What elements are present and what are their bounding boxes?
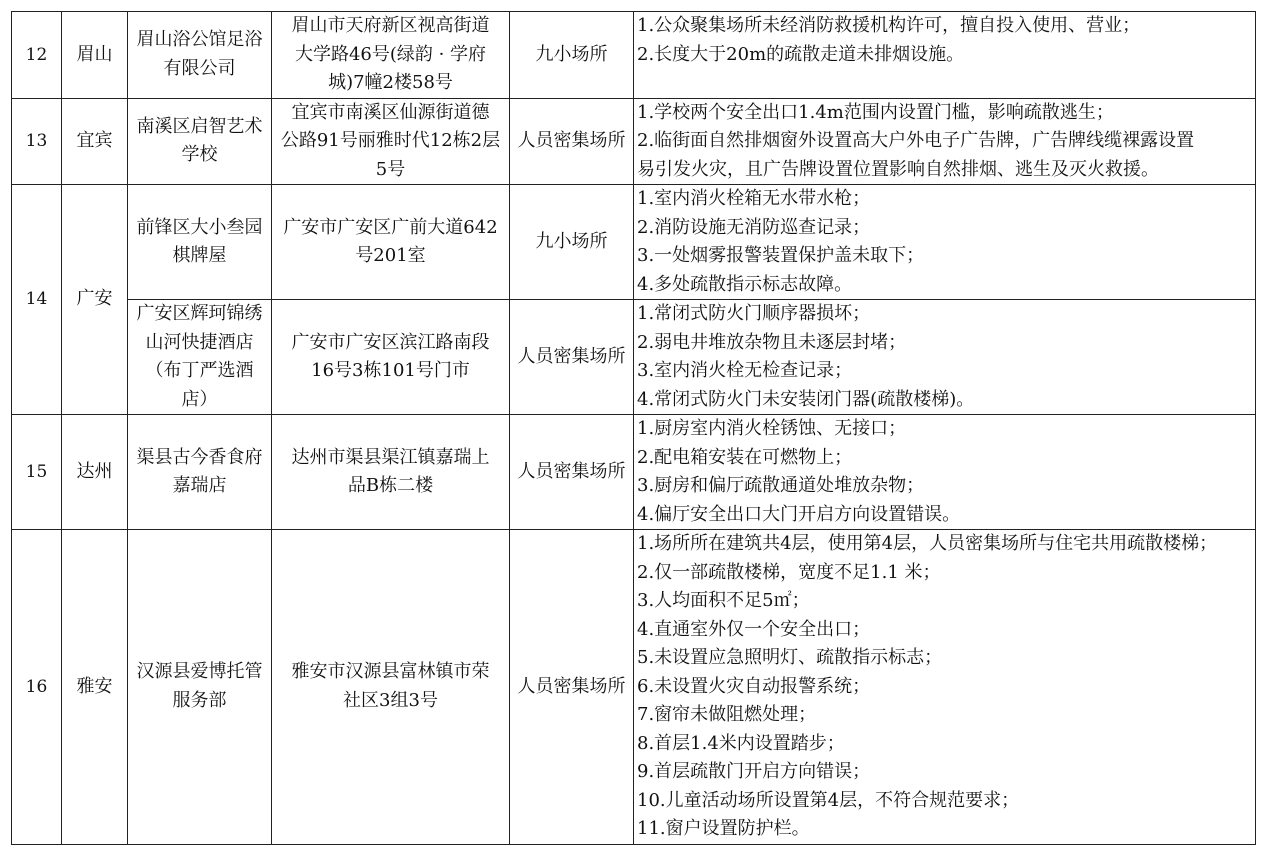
venue-name-line: 广安区辉珂锦绣 (136, 303, 263, 324)
issue-list (634, 185, 1256, 300)
table-row (12, 415, 1256, 530)
row-number-cell (12, 530, 62, 845)
issue-list-line: 4.多处疏散指示标志故障。 (637, 273, 853, 295)
issue-list-line: 3.室内消火栓无检查记录； (637, 360, 853, 381)
issue-list-line: 2.长度大于20m的疏散走道未排烟设施。 (637, 43, 965, 65)
city-cell (62, 415, 128, 530)
issue-list-line: 3.厨房和偏厅疏散通道处堆放杂物； (637, 475, 925, 496)
city-name: 达州 (76, 460, 113, 482)
table-row (12, 300, 1256, 415)
issue-list-line: 2.消防设施无消防巡查记录； (637, 216, 871, 238)
issue-list (634, 12, 1256, 99)
row-number-cell (12, 185, 62, 415)
venue-address-line: 广安市广安区滨江路南段 (291, 331, 490, 353)
venue-address-line: 雅安市汉源县富林镇市荣 (291, 661, 490, 683)
venue-type: 人员密集场所 (517, 460, 626, 482)
city-cell (62, 98, 128, 185)
venue-address-line: 社区3组3号 (343, 689, 438, 711)
venue-name-line: 南溪区启智艺术 (136, 115, 263, 137)
issue-list-line: 9.首层疏散门开启方向错误； (637, 761, 871, 782)
venue-address-line: 城)7幢2楼58号 (328, 72, 453, 93)
venue-name-line: 眉山浴公馆足浴 (136, 29, 263, 51)
venue-type: 九小场所 (535, 43, 608, 65)
city-name: 雅安 (76, 675, 113, 697)
issue-list-line: 8.首层1.4米内设置踏步； (637, 732, 845, 754)
row-number: 14 (25, 289, 48, 310)
row-number: 12 (25, 44, 48, 65)
row-number-cell (12, 415, 62, 530)
venue-address (272, 185, 510, 300)
venue-type-cell (510, 530, 634, 845)
row-number: 16 (25, 676, 48, 697)
venue-name (128, 415, 272, 530)
city-name: 广安 (76, 288, 113, 310)
venue-type-cell (510, 12, 634, 99)
issue-list-line: 7.窗帘未做阻燃处理； (637, 704, 817, 725)
issue-list-line: 2.临街面自然排烟窗外设置高大户外电子广告牌，广告牌线缆裸露设置 (637, 130, 1195, 151)
issue-list-line: 1.常闭式防火门顺序器损坏； (637, 303, 871, 324)
issue-list (634, 98, 1256, 185)
venue-address-line: 号201室 (355, 245, 426, 266)
table-row (12, 185, 1256, 300)
venue-name-line: 服务部 (172, 689, 227, 711)
city-cell (62, 185, 128, 415)
venue-type: 人员密集场所 (517, 675, 626, 697)
issue-list-line: 1.厨房室内消火栓锈蚀、无接口； (637, 418, 907, 439)
venue-name-line: （布丁严选酒 (145, 360, 254, 381)
venue-name-line: 嘉瑞店 (172, 475, 227, 496)
row-number: 15 (25, 461, 48, 482)
issue-list-line: 5.未设置应急照明灯、疏散指示标志； (637, 647, 943, 668)
venue-name-line: 棋牌屋 (172, 245, 227, 266)
venue-address-line: 宜宾市南溪区仙源街道德 (291, 101, 490, 123)
venue-address (272, 12, 510, 99)
issue-list-line: 1.学校两个安全出口1.4m范围内设置门槛，影响疏散逃生； (637, 101, 1114, 123)
venue-name-line: 汉源县爱博托管 (136, 661, 263, 683)
venue-address-line: 大学路46号(绿韵 · 学府 (294, 43, 487, 65)
venue-address-line: 品B栋二楼 (347, 475, 434, 496)
issue-list-line: 1.室内消火栓箱无水带水枪； (637, 188, 871, 209)
venue-name (128, 300, 272, 415)
venue-address-line: 16号3栋101号门市 (311, 360, 470, 381)
issue-list-line: 4.直通室外仅一个安全出口； (637, 618, 871, 640)
row-number-cell (12, 12, 62, 99)
issue-list-line: 3.一处烟雾报警装置保护盖未取下； (637, 245, 925, 266)
row-number: 13 (25, 131, 48, 151)
venue-name (128, 530, 272, 845)
city-name: 眉山 (76, 43, 113, 65)
issue-list-line: 3.人均面积不足5㎡； (637, 590, 810, 611)
issue-list (634, 415, 1256, 530)
issue-list-line: 2.配电箱安装在可燃物上； (637, 446, 853, 468)
issue-list-line: 4.常闭式防火门未安装闭门器(疏散楼梯)。 (637, 388, 975, 410)
issue-list-line: 1.公众聚集场所未经消防救援机构许可，擅自投入使用、营业； (637, 15, 1141, 36)
venue-address-line: 达州市渠县渠江镇嘉瑞上 (291, 446, 490, 468)
issue-list-line: 1.场所所在建筑共4层，使用第4层，人员密集场所与住宅共用疏散楼梯； (637, 533, 1218, 554)
city-cell (62, 530, 128, 845)
issue-list-line: 2.仅一部疏散楼梯，宽度不足1.1 米； (637, 561, 941, 583)
table-row (12, 530, 1256, 845)
venue-name (128, 185, 272, 300)
table-row (12, 12, 1256, 99)
table-row (12, 98, 1256, 185)
venue-name-line: 山河快捷酒店 (145, 331, 254, 353)
venue-address (272, 300, 510, 415)
issue-list-line: 6.未设置火灾自动报警系统； (637, 675, 871, 697)
venue-address-line: 5号 (375, 158, 406, 180)
venue-type-cell (510, 185, 634, 300)
venue-type-cell (510, 98, 634, 185)
issue-list (634, 300, 1256, 415)
issue-list-line: 易引发火灾，且广告牌设置位置影响自然排烟、逃生及灭火救援。 (637, 158, 1159, 180)
venue-name-line: 渠县古今香食府 (136, 446, 263, 468)
issue-list-line: 10.儿童活动场所设置第4层，不符合规范要求； (637, 789, 1020, 811)
venue-name (128, 98, 272, 185)
venue-address-line: 眉山市天府新区视高街道 (291, 15, 490, 36)
city-name: 宜宾 (76, 130, 113, 151)
venue-type: 人员密集场所 (517, 130, 626, 151)
venue-address-line: 广安市广安区广前大道642 (283, 216, 498, 238)
venue-type: 人员密集场所 (517, 345, 626, 367)
venue-name (128, 12, 272, 99)
venue-address (272, 415, 510, 530)
inspection-table (11, 11, 1256, 845)
venue-name-line: 有限公司 (163, 57, 236, 79)
row-number-cell (12, 98, 62, 185)
city-cell (62, 12, 128, 99)
issue-list-line: 4.偏厅安全出口大门开启方向设置错误。 (637, 503, 961, 525)
venue-name-line: 店） (181, 388, 218, 410)
venue-name-line: 前锋区大小叁园 (136, 216, 263, 238)
issue-list (634, 530, 1256, 845)
venue-type-cell (510, 300, 634, 415)
venue-name-line: 学校 (181, 144, 218, 166)
venue-type-cell (510, 415, 634, 530)
issue-list-line: 11.窗户设置防护栏。 (637, 818, 810, 839)
issue-list-line: 2.弱电井堆放杂物且未逐层封堵； (637, 331, 907, 353)
venue-address (272, 98, 510, 185)
venue-address-line: 公路91号丽雅时代12栋2层 (280, 130, 501, 151)
venue-type: 九小场所 (535, 230, 608, 252)
venue-address (272, 530, 510, 845)
